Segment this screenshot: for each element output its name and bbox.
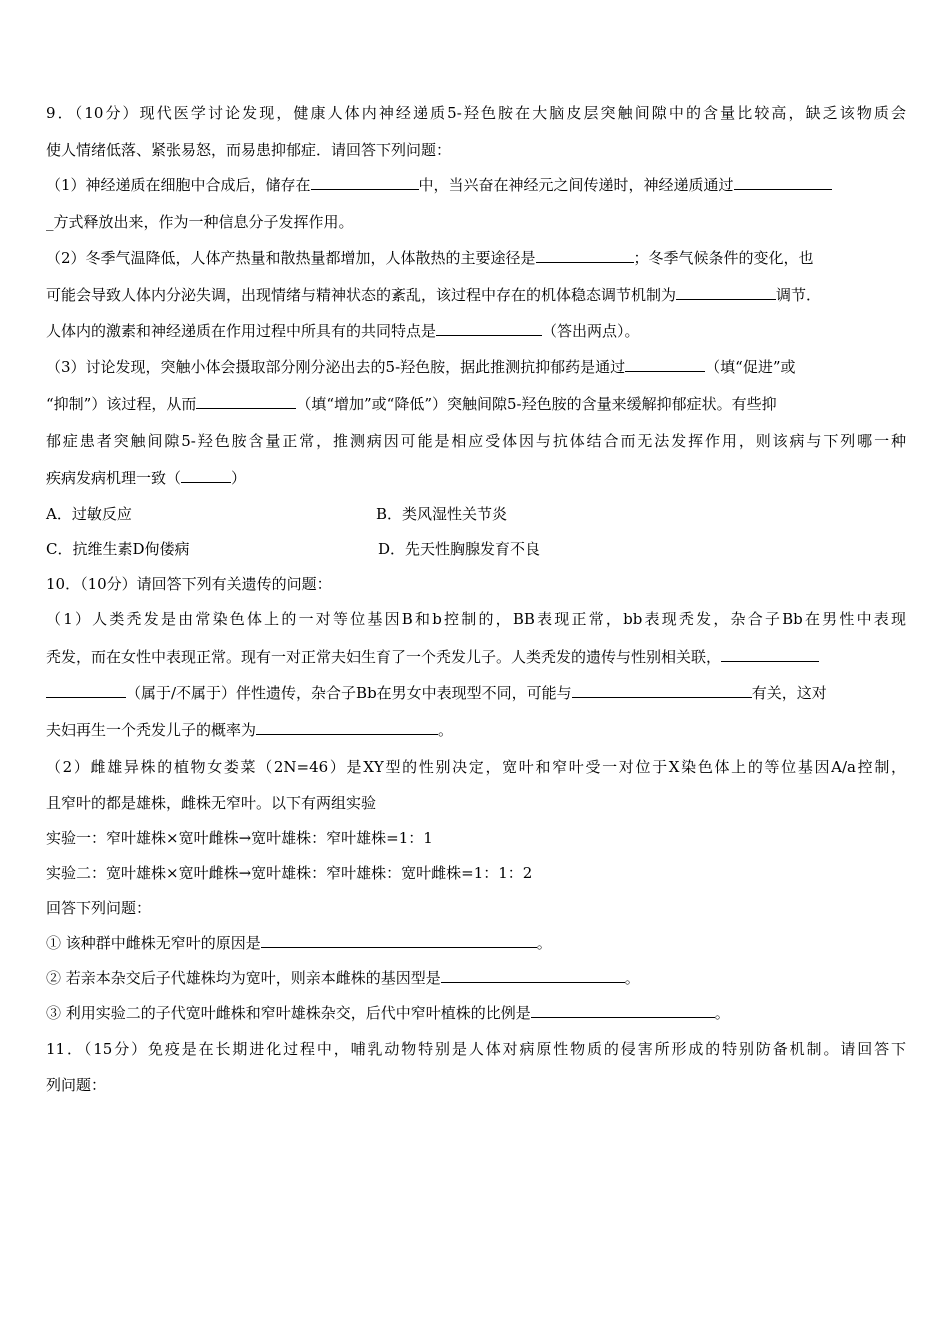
q10-text: ① 该种群中雌株无窄叶的原因是 [46, 934, 261, 952]
answer-blank[interactable] [181, 467, 231, 483]
q10-text: 。 [714, 1004, 730, 1022]
q9-text: “抑制”）该过程，从而 [46, 395, 197, 413]
q9-text: （填“增加”或“降低”）突触间隙5-羟色胺的含量来缓解抑郁症状。有些抑 [296, 395, 777, 413]
q10-line-10: 回答下列问题： [46, 899, 152, 917]
answer-blank[interactable] [536, 247, 634, 263]
q9-line-5 [46, 247, 814, 269]
q9-text: 可能会导致人体内分泌失调，出现情绪与精神状态的紊乱，该过程中存在的机体稳态调节机制为 [46, 286, 677, 304]
q10-line-1: 10．（10分）请回答下列有关遗传的问题： [46, 575, 332, 593]
answer-blank[interactable] [625, 356, 705, 372]
q10-experiment-2: 实验二：宽叶雄株×宽叶雌株→宽叶雄株：窄叶雄株：宽叶雌株=1：1：2 [46, 864, 533, 882]
answer-blank[interactable] [256, 719, 438, 735]
q10-line-6: （2）雌雄异株的植物女娄菜（2N=46）是XY型的性别决定，宽叶和窄叶受一对位于X染色体上的等位基因A/a控制， [46, 758, 906, 776]
q9-text: ） [231, 469, 247, 487]
q10-text: （属于/不属于）伴性遗传，杂合子Bb在男女中表现型不同，可能与 [126, 684, 572, 702]
option-d[interactable]: D．先天性胸腺发育不良 [378, 540, 541, 558]
q10-text: 。 [536, 934, 552, 952]
option-c[interactable]: C．抗维生素D佝偻病 [46, 540, 190, 558]
q9-line-4: _方式释放出来，作为一种信息分子发挥作用。 [46, 213, 354, 231]
q9-text: 人体内的激素和神经递质在作用过程中所具有的共同特点是 [46, 322, 437, 340]
answer-blank[interactable] [311, 174, 419, 190]
answer-blank[interactable] [196, 393, 296, 409]
answer-blank[interactable] [261, 932, 537, 948]
q10-text: 有关，这对 [751, 684, 827, 702]
q9-line-3 [46, 174, 832, 196]
q11-line-1: 11．（15分）免疫是在长期进化过程中，哺乳动物特别是人体对病原性物质的侵害所形成的特别防备机制。请回答下 [46, 1040, 906, 1058]
q9-line-1: 9．（10分）现代医学讨论发现，健康人体内神经递质5-羟色胺在大脑皮层突触间隙中的含量比较高，缺乏该物质会 [46, 104, 906, 122]
option-a[interactable]: A．过敏反应 [46, 505, 132, 523]
q10-text: ③ 利用实验二的子代宽叶雌株和窄叶雄株杂交，后代中窄叶植株的比例是 [46, 1004, 531, 1022]
option-b[interactable]: B．类风湿性关节炎 [376, 505, 508, 523]
q9-line-6 [46, 284, 821, 306]
q9-text: 中，当兴奋在神经元之间传递时，神经递质通过 [418, 176, 734, 194]
answer-blank[interactable] [531, 1002, 715, 1018]
q10-line-4 [46, 682, 827, 704]
q9-text: （2）冬季气温降低，人体产热量和散热量都增加，人体散热的主要途径是 [46, 249, 536, 267]
answer-blank[interactable] [46, 682, 126, 698]
q9-line-7 [46, 320, 640, 342]
q10-text: 秃发，而在女性中表现正常。现有一对正常夫妇生育了一个秃发儿子。人类秃发的遗传与性别相关联， [46, 648, 722, 666]
q9-text: ；冬季气候条件的变化，也 [633, 249, 814, 267]
q9-text: （答出两点）。 [542, 322, 640, 340]
answer-blank[interactable] [441, 967, 625, 983]
answer-blank[interactable] [676, 284, 776, 300]
q10-text: ② 若亲本杂交后子代雄株均为宽叶，则亲本雌株的基因型是 [46, 969, 441, 987]
q10-sub-1 [46, 932, 552, 954]
q9-line-9 [46, 393, 777, 415]
q10-line-2: （1）人类秃发是由常染色体上的一对等位基因B和b控制的，BB表现正常，bb表现秃发，杂合子Bb在男性中表现 [46, 610, 906, 628]
answer-blank[interactable] [436, 320, 542, 336]
q9-line-11 [46, 467, 246, 489]
q10-text: 。 [624, 969, 640, 987]
q9-line-2: 使人情绪低落、紧张易怒，而易患抑郁症．请回答下列问题： [46, 141, 452, 159]
q9-text: （1）神经递质在细胞中合成后，储存在 [46, 176, 311, 194]
q10-line-3 [46, 646, 819, 668]
q10-text: 。 [438, 721, 454, 739]
q9-text: 疾病发病机理一致（ [46, 469, 182, 487]
q10-sub-2 [46, 967, 640, 989]
q9-line-10: 郁症患者突触间隙5-羟色胺含量正常，推测病因可能是相应受体因与抗体结合而无法发挥作用，则该病与下列哪一种 [46, 432, 906, 450]
q10-text: 夫妇再生一个秃发儿子的概率为 [46, 721, 257, 739]
answer-blank[interactable] [734, 174, 832, 190]
answer-blank[interactable] [572, 682, 752, 698]
q10-experiment-1: 实验一：窄叶雄株×宽叶雌株→宽叶雄株：窄叶雄株=1：1 [46, 829, 433, 847]
answer-blank[interactable] [721, 646, 819, 662]
q9-text: 调节． [776, 286, 822, 304]
q10-sub-3 [46, 1002, 730, 1024]
q10-line-7: 且窄叶的都是雄株，雌株无窄叶。以下有两组实验 [46, 794, 377, 812]
q9-line-8 [46, 356, 796, 378]
q9-text: （3）讨论发现，突触小体会摄取部分刚分泌出去的5-羟色胺，据此推测抗抑郁药是通过 [46, 358, 626, 376]
q9-text: （填“促进”或 [705, 358, 796, 376]
q11-line-2: 列问题： [46, 1076, 107, 1094]
q10-line-5 [46, 719, 453, 741]
